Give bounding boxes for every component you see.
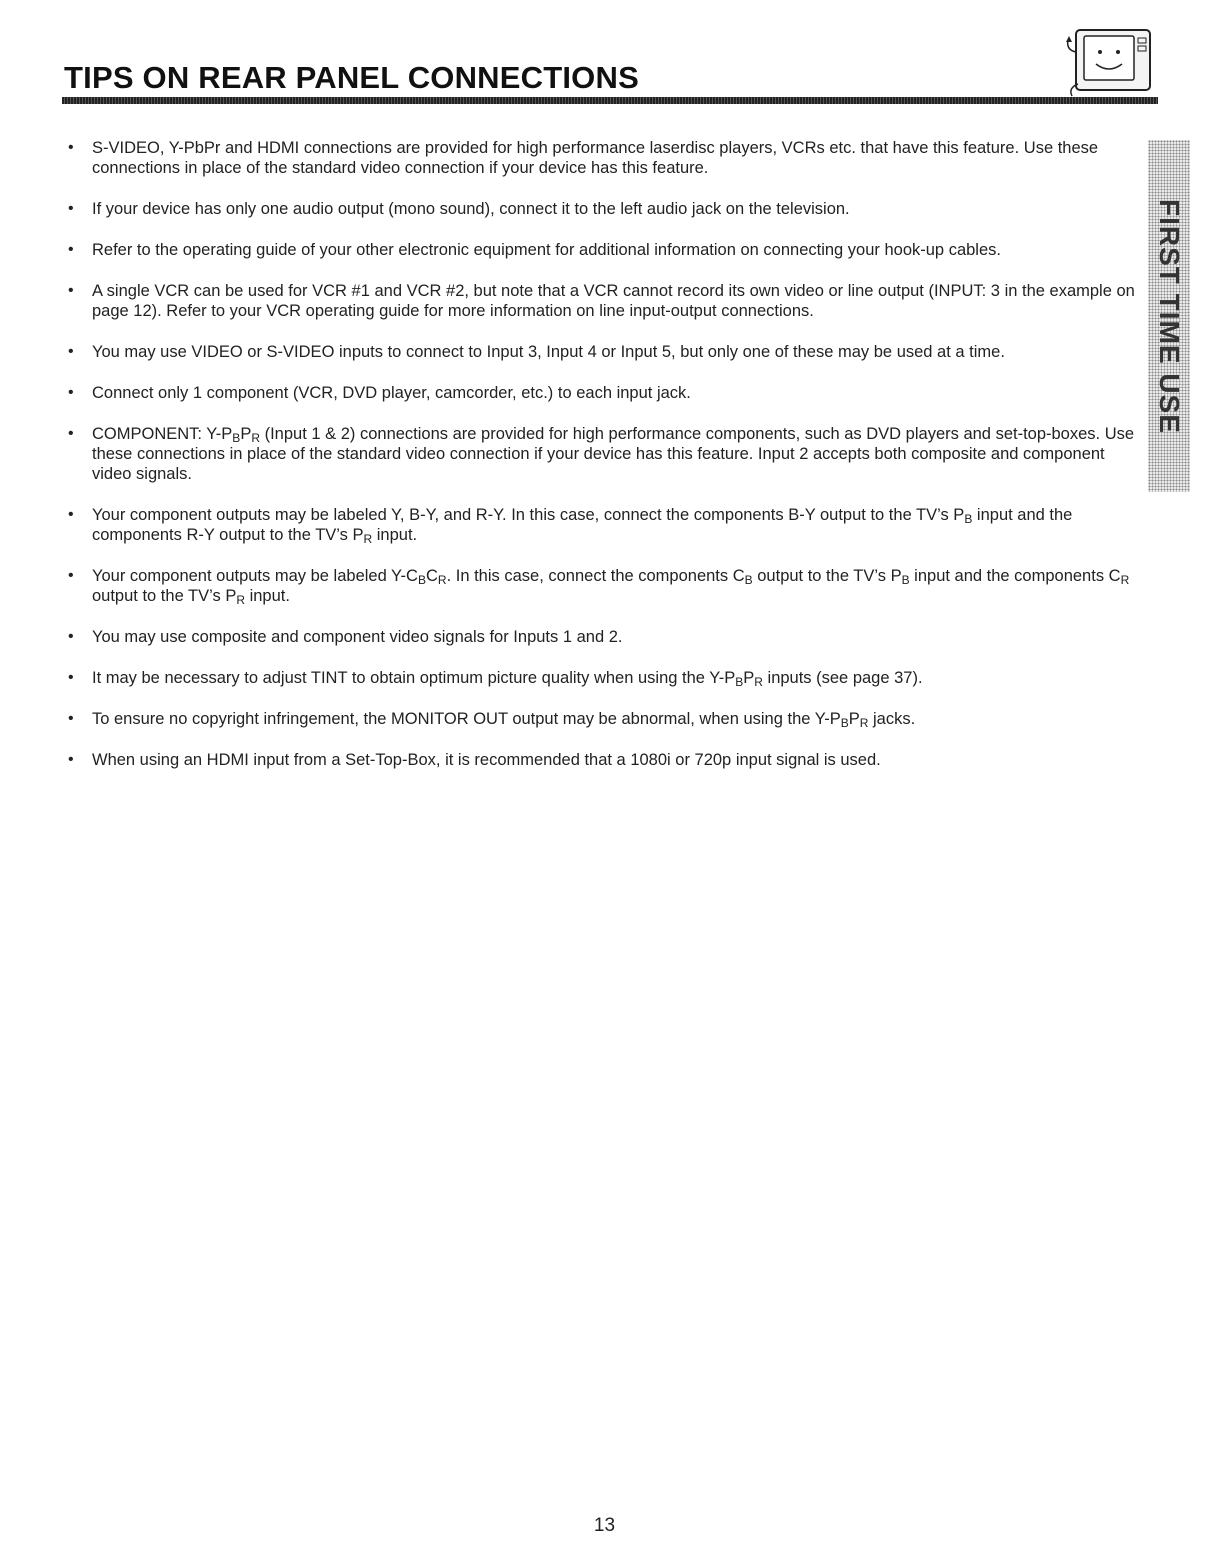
tip-item: • When using an HDMI input from a Set-Top-Box, it is recommended that a 1080i or 720p input signal is used. bbox=[68, 750, 1148, 770]
title-underline bbox=[62, 97, 1158, 104]
tip-item: • S-VIDEO, Y-PbPr and HDMI connections are provided for high performance laserdisc players, VCRs etc. that have this feature. Use these connections in place of the standard video connection if your device has this feature. bbox=[68, 138, 1148, 178]
tip-item: • Refer to the operating guide of your other electronic equipment for additional information on connecting your hook-up cables. bbox=[68, 240, 1148, 260]
side-tab bbox=[1148, 140, 1190, 492]
tips-list bbox=[68, 138, 1148, 770]
tip-item: • It may be necessary to adjust TINT to obtain optimum picture quality when using the $Y-P_BP_R$ inputs (see page 37). bbox=[68, 668, 1148, 688]
tip-item: • You may use VIDEO or S-VIDEO inputs to connect to Input 3, Input 4 or Input 5, but only one of these may be used at a time. bbox=[68, 342, 1148, 362]
page-number: 13 bbox=[593, 1515, 616, 1536]
tip-item: • To ensure no copyright infringement, the MONITOR OUT output may be abnormal, when using the $Y-P_BP_R$ jacks. bbox=[68, 709, 1148, 729]
tv-mascot-icon bbox=[1062, 22, 1156, 98]
tip-item: • Connect only 1 component (VCR, DVD player, camcorder, etc.) to each input jack. bbox=[68, 383, 1148, 403]
page-title: TIPS ON REAR PANEL CONNECTIONS bbox=[64, 60, 639, 95]
tip-item: • You may use composite and component video signals for Inputs 1 and 2. bbox=[68, 627, 1148, 647]
side-tab-label: FIRST TIME USE bbox=[1154, 198, 1185, 434]
tip-item: • If your device has only one audio output (mono sound), connect it to the left audio jack on the television. bbox=[68, 199, 1148, 219]
tip-item: • COMPONENT: $Y-P_BP_R$ (Input 1 & 2) connections are provided for high performance components, such as DVD players and set-top-boxes. Use these connections in place of the standard video connection if your device has this feature. Input 2 accepts both composite and component video signals. bbox=[68, 424, 1148, 484]
tip-item: • Your component outputs may be labeled $Y-C_BC_R$. In this case, connect the components $C_B$ output to the TV’s $P_B$ input and the components $C_R$ output to the TV’s $P_R$ input. bbox=[68, 566, 1148, 606]
tip-item: • Your component outputs may be labeled Y, B-Y, and R-Y. In this case, connect the components B-Y output to the TV’s $P_B$ input and the components R-Y output to the TV’s $P_R$ input. bbox=[68, 505, 1148, 545]
tip-item: • A single VCR can be used for VCR #1 and VCR #2, but note that a VCR cannot record its own video or line output (INPUT: 3 in the example on page 12). Refer to your VCR operating guide for more information on line input-output connections. bbox=[68, 281, 1148, 321]
